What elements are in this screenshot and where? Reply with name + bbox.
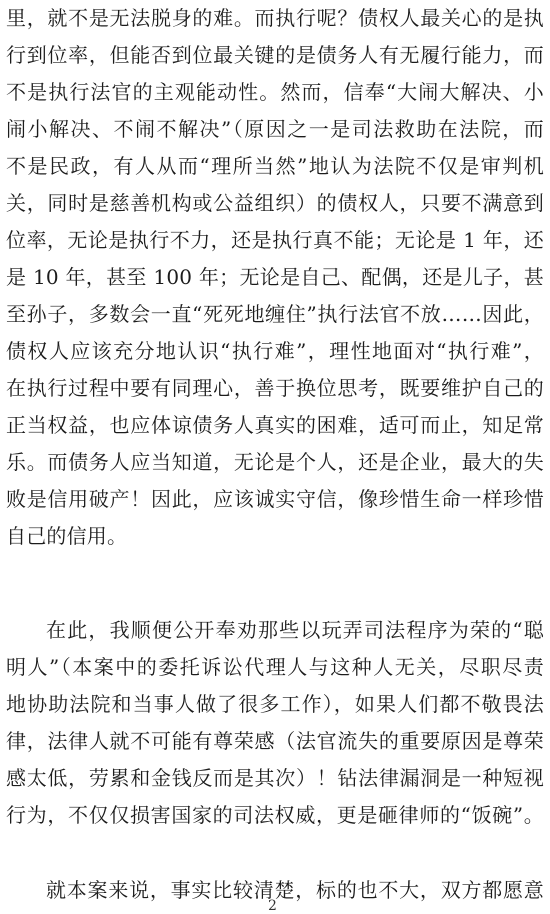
text-line: 乐。而债务人应当知道，无论是个人，还是企业，最大的失 xyxy=(6,450,544,474)
text-line: 闹小解决、不闹不解决”（原因之一是司法救助在法院，而 xyxy=(6,117,544,141)
paragraph-2 xyxy=(0,612,550,834)
page-number: 2 xyxy=(268,898,277,914)
text-line: 律，法律人就不可能有尊荣感（法官流失的重要原因是尊荣 xyxy=(6,729,544,753)
text-line: 明人”（本案中的委托诉讼代理人与这种人无关，尽职尽责 xyxy=(6,655,544,679)
text-line: 债权人应该充分地认识“执行难”，理性地面对“执行难”， xyxy=(6,339,544,363)
text-line: 位率，无论是执行不力，还是执行真不能；无论是 1 年，还 xyxy=(6,228,544,252)
text-line: 行到位率，但能否到位最关键的是债务人有无履行能力，而 xyxy=(6,43,544,67)
text-line: 就本案来说，事实比较清楚，标的也不大，双方都愿意 xyxy=(46,878,544,902)
text-line: 败是信用破产！因此，应该诚实守信，像珍惜生命一样珍惜 xyxy=(6,487,544,511)
text-line: 里，就不是无法脱身的难。而执行呢？债权人最关心的是执 xyxy=(6,6,544,30)
text-line: 行为，不仅仅损害国家的司法权威，更是砸律师的“饭碗”。 xyxy=(6,803,544,827)
text-line: 在执行过程中要有同理心，善于换位思考，既要维护自己的 xyxy=(6,376,544,400)
text-line: 在此，我顺便公开奉劝那些以玩弄司法程序为荣的“聪 xyxy=(46,618,544,642)
text-line: 不是民政，有人从而“理所当然”地认为法院不仅是审判机 xyxy=(6,154,544,178)
text-line: 感太低，劳累和金钱反而是其次）！钻法律漏洞是一种短视 xyxy=(6,766,544,790)
text-line: 地协助法院和当事人做了很多工作），如果人们都不敬畏法 xyxy=(6,692,544,716)
text-line: 是 10 年，甚至 100 年；无论是自己、配偶，还是儿子，甚 xyxy=(6,265,544,289)
text-line: 自己的信用。 xyxy=(6,524,128,548)
text-line: 不是执行法官的主观能动性。然而，信奉“大闹大解决、小 xyxy=(6,80,544,104)
text-line: 正当权益，也应体谅债务人真实的困难，适可而止，知足常 xyxy=(6,413,544,437)
text-line: 至孙子，多数会一直“死死地缠住”执行法官不放……因此， xyxy=(6,302,544,326)
text-line: 关，同时是慈善机构或公益组织）的债权人，只要不满意到 xyxy=(6,191,544,215)
